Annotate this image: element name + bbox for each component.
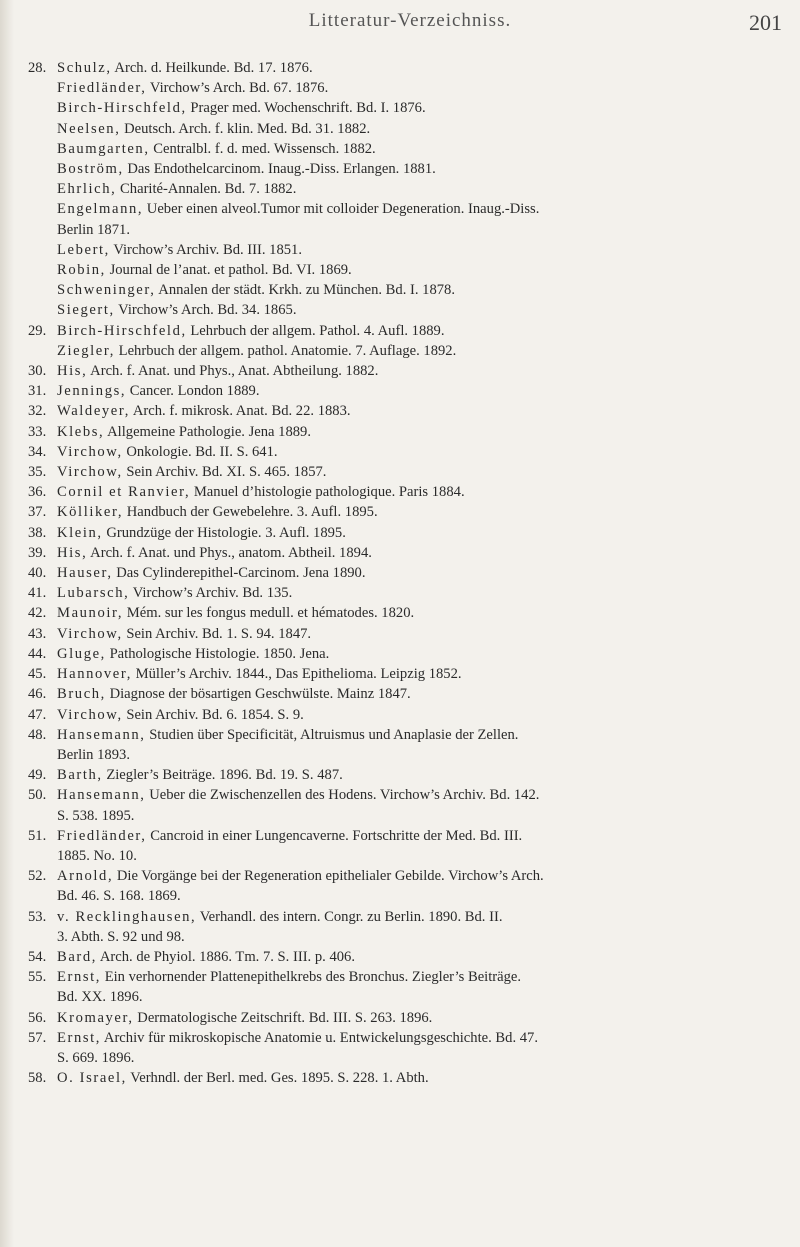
entry-author: Klein, — [57, 524, 103, 541]
bibliography-entry — [28, 199, 778, 239]
entry-line — [57, 361, 778, 381]
entry-line — [57, 300, 778, 320]
entry-line — [57, 684, 778, 704]
entry-author: Friedländer, — [57, 827, 147, 844]
bibliography-entry — [28, 300, 778, 320]
entry-number: 37. — [28, 504, 47, 521]
entry-author: Bard, — [57, 948, 98, 965]
entry-number: 56. — [28, 1009, 47, 1026]
entry-citation: Onkologie. Bd. II. S. 641. — [122, 443, 278, 460]
entry-author: Virchow, — [57, 706, 123, 723]
entry-number: 36. — [28, 484, 47, 501]
running-header — [0, 10, 800, 40]
entry-continuation: 1885. No. 10. — [57, 847, 137, 864]
entry-citation: Dermatologische Zeitschrift. Bd. III. S. 263. 1896. — [133, 1009, 433, 1026]
entry-line — [57, 603, 778, 623]
entry-citation: Deutsch. Arch. f. klin. Med. Bd. 31. 1882. — [120, 120, 371, 137]
bibliography-entry — [28, 381, 778, 401]
bibliography-entry — [28, 462, 778, 482]
entry-citation: Lehrbuch der allgem. pathol. Anatomie. 7. Auflage. 1892. — [115, 342, 457, 359]
entry-line — [57, 866, 778, 886]
entry-citation: Arch. f. mikrosk. Anat. Bd. 22. 1883. — [130, 403, 351, 420]
entry-line — [57, 462, 778, 482]
entry-line — [57, 785, 778, 805]
entry-number: 47. — [28, 706, 47, 723]
bibliography-entry — [28, 240, 778, 260]
entry-author: Robin, — [57, 262, 106, 279]
bibliography-entry — [28, 442, 778, 462]
entry-citation: Archiv für mikroskopische Anatomie u. Entwickelungsgeschichte. Bd. 47. — [101, 1029, 538, 1046]
bibliography-entry — [28, 603, 778, 623]
entry-line — [57, 482, 778, 502]
entry-author: Siegert, — [57, 302, 115, 319]
entry-number: 35. — [28, 464, 47, 481]
entry-author: Hauser, — [57, 565, 113, 582]
entry-number: 51. — [28, 827, 47, 844]
entry-citation: Arch. de Phyiol. 1886. Tm. 7. S. III. p. 406. — [97, 948, 355, 965]
entry-author: Jennings, — [57, 383, 127, 400]
entry-citation: Sein Archiv. Bd. XI. S. 465. 1857. — [122, 464, 327, 481]
entry-number: 55. — [28, 969, 47, 986]
entry-author: Boström, — [57, 161, 124, 178]
entry-citation: Manuel d’histologie pathologique. Paris 1884. — [190, 484, 465, 501]
entry-citation: Lehrbuch der allgem. Pathol. 4. Aufl. 1889. — [186, 322, 445, 339]
entry-author: Virchow, — [57, 443, 123, 460]
entry-line — [57, 58, 778, 78]
entry-citation: Handbuch der Gewebelehre. 3. Aufl. 1895. — [123, 504, 378, 521]
entry-continuation: Berlin 1871. — [57, 221, 130, 238]
bibliography-entry — [28, 260, 778, 280]
bibliography-entry — [28, 139, 778, 159]
entry-continuation: S. 669. 1896. — [57, 1049, 135, 1066]
entry-citation: Sein Archiv. Bd. 6. 1854. S. 9. — [122, 706, 304, 723]
entry-line — [57, 381, 778, 401]
bibliography-entry — [28, 1068, 778, 1088]
entry-citation: Virchow’s Arch. Bd. 67. 1876. — [146, 80, 329, 97]
entry-author: Hansemann, — [57, 726, 146, 743]
entry-citation: Das Cylinderepithel-Carcinom. Jena 1890. — [112, 565, 366, 582]
entry-number: 30. — [28, 363, 47, 380]
entry-author: Arnold, — [57, 868, 114, 885]
entry-citation: Ziegler’s Beiträge. 1896. Bd. 19. S. 487. — [102, 767, 343, 784]
entry-author: Ziegler, — [57, 342, 115, 359]
bibliography-entry — [28, 785, 778, 825]
bibliography-entry — [28, 1028, 778, 1068]
entry-number: 38. — [28, 524, 47, 541]
entry-line — [57, 543, 778, 563]
entry-citation: Virchow’s Archiv. Bd. III. 1851. — [109, 241, 302, 258]
entry-author: Maunoir, — [57, 605, 124, 622]
entry-citation: Cancroid in einer Lungencaverne. Fortschritte der Med. Bd. III. — [146, 827, 523, 844]
bibliography-entry — [28, 179, 778, 199]
bibliography-entry — [28, 159, 778, 179]
entry-line — [57, 523, 778, 543]
bibliography-entry — [28, 684, 778, 704]
entry-line — [57, 422, 778, 442]
entry-number: 57. — [28, 1029, 47, 1046]
entry-number: 53. — [28, 908, 47, 925]
entry-line — [57, 502, 778, 522]
entry-author: Engelmann, — [57, 201, 144, 218]
entry-number: 58. — [28, 1070, 47, 1087]
bibliography-entry — [28, 563, 778, 583]
entry-author: Bruch, — [57, 686, 106, 703]
entry-line — [57, 765, 778, 785]
entry-author: O. Israel, — [57, 1070, 127, 1087]
bibliography-entry — [28, 705, 778, 725]
bibliography-entry — [28, 482, 778, 502]
page-edge-shadow — [0, 0, 14, 1247]
entry-author: Gluge, — [57, 645, 106, 662]
entry-citation: Centralbl. f. d. med. Wissensch. 1882. — [149, 140, 376, 157]
entry-author: His, — [57, 544, 88, 561]
entry-number: 49. — [28, 767, 47, 784]
bibliography-entry — [28, 624, 778, 644]
entry-citation: Ueber einen alveol.Tumor mit colloider Degeneration. Inaug.-Diss. — [143, 201, 540, 218]
bibliography-entry — [28, 280, 778, 300]
entry-author: Virchow, — [57, 625, 123, 642]
entry-line — [57, 179, 778, 199]
entry-author: Lebert, — [57, 241, 110, 258]
entry-line — [57, 159, 778, 179]
entry-line — [57, 624, 778, 644]
entry-line — [57, 341, 778, 361]
entry-number: 45. — [28, 666, 47, 683]
entry-citation: Die Vorgänge bei der Regeneration epithelialer Gebilde. Virchow’s Arch. — [113, 868, 544, 885]
bibliography-entry — [28, 967, 778, 1007]
bibliography-entry — [28, 1008, 778, 1028]
entry-number: 43. — [28, 625, 47, 642]
bibliography-entry — [28, 58, 778, 78]
entry-line — [57, 260, 778, 280]
bibliography-entry — [28, 947, 778, 967]
entry-citation: Journal de l’anat. et pathol. Bd. VI. 1869. — [105, 262, 352, 279]
entry-author: Birch-Hirschfeld, — [57, 100, 187, 117]
entry-line — [57, 725, 778, 745]
entry-number: 50. — [28, 787, 47, 804]
bibliography-entry — [28, 321, 778, 341]
entry-line — [57, 78, 778, 98]
entry-author: Kromayer, — [57, 1009, 134, 1026]
entry-number: 34. — [28, 443, 47, 460]
entry-number: 31. — [28, 383, 47, 400]
bibliography-entry — [28, 543, 778, 563]
entry-author: Virchow, — [57, 464, 123, 481]
entry-author: Waldeyer, — [57, 403, 131, 420]
bibliography-list — [28, 58, 778, 1088]
entry-line — [57, 1068, 778, 1088]
entry-line — [57, 280, 778, 300]
entry-number: 40. — [28, 565, 47, 582]
bibliography-entry — [28, 341, 778, 361]
entry-author: Kölliker, — [57, 504, 124, 521]
entry-citation: Allgemeine Pathologie. Jena 1889. — [104, 423, 312, 440]
entry-citation: Arch. d. Heilkunde. Bd. 17. 1876. — [111, 60, 313, 76]
entry-number: 44. — [28, 645, 47, 662]
entry-number: 32. — [28, 403, 47, 420]
entry-citation: Grundzüge der Histologie. 3. Aufl. 1895. — [102, 524, 346, 541]
entry-continuation: S. 538. 1895. — [57, 807, 135, 824]
entry-author: Hansemann, — [57, 787, 146, 804]
entry-line — [57, 321, 778, 341]
entry-citation: Mém. sur les fongus medull. et hématodes. 1820. — [123, 605, 415, 622]
entry-citation: Studien über Specificität, Altruismus und Anaplasie der Zellen. — [145, 726, 519, 743]
entry-line — [57, 583, 778, 603]
bibliography-entry — [28, 422, 778, 442]
entry-citation: Sein Archiv. Bd. 1. S. 94. 1847. — [122, 625, 312, 642]
entry-line — [57, 705, 778, 725]
entry-citation: Charité-Annalen. Bd. 7. 1882. — [116, 181, 297, 198]
entry-continuation: Bd. XX. 1896. — [57, 989, 143, 1006]
entry-author: Baumgarten, — [57, 140, 150, 157]
entry-citation: Annalen der städt. Krkh. zu München. Bd. I. 1878. — [155, 282, 455, 299]
entry-author: Schweninger, — [57, 282, 156, 299]
entry-citation: Arch. f. Anat. und Phys., Anat. Abtheilung. 1882. — [87, 363, 379, 380]
entry-citation: Pathologische Histologie. 1850. Jena. — [105, 645, 330, 662]
bibliography-entry — [28, 98, 778, 118]
entry-number: 54. — [28, 948, 47, 965]
entry-number: 33. — [28, 423, 47, 440]
entry-line — [57, 826, 778, 846]
entry-citation: Arch. f. Anat. und Phys., anatom. Abtheil. 1894. — [87, 544, 372, 561]
entry-line — [57, 139, 778, 159]
entry-author: Neelsen, — [57, 120, 121, 137]
entry-citation: Müller’s Archiv. 1844., Das Epithelioma. Leipzig 1852. — [132, 666, 462, 683]
entry-continuation: 3. Abth. S. 92 und 98. — [57, 928, 185, 945]
entry-line — [57, 563, 778, 583]
entry-citation: Verhandl. des intern. Congr. zu Berlin. 1890. Bd. II. — [196, 908, 503, 925]
entry-number: 42. — [28, 605, 47, 622]
entry-line — [57, 401, 778, 421]
bibliography-entry — [28, 725, 778, 765]
entry-line — [57, 967, 778, 987]
entry-citation: Ueber die Zwischenzellen des Hodens. Virchow’s Archiv. Bd. 142. — [145, 787, 540, 804]
bibliography-entry — [28, 644, 778, 664]
entry-citation: Prager med. Wochenschrift. Bd. I. 1876. — [186, 100, 426, 117]
bibliography-entry — [28, 401, 778, 421]
entry-citation: Virchow’s Archiv. Bd. 135. — [129, 585, 293, 602]
entry-number: 39. — [28, 544, 47, 561]
entry-line — [57, 119, 778, 139]
bibliography-entry — [28, 583, 778, 603]
entry-line — [57, 199, 778, 219]
entry-citation: Virchow’s Arch. Bd. 34. 1865. — [114, 302, 297, 319]
bibliography-entry — [28, 826, 778, 866]
entry-line — [57, 98, 778, 118]
bibliography-entry — [28, 866, 778, 906]
entry-line — [57, 664, 778, 684]
entry-number: 52. — [28, 868, 47, 885]
entry-citation: Ein verhornender Plattenepithelkrebs des Bronchus. Ziegler’s Beiträge. — [101, 969, 522, 986]
entry-author: Lubarsch, — [57, 585, 130, 602]
entry-continuation: Bd. 46. S. 168. 1869. — [57, 888, 181, 905]
entry-line — [57, 1008, 778, 1028]
entry-citation: Das Endothelcarcinom. Inaug.-Diss. Erlangen. 1881. — [123, 161, 436, 178]
entry-line — [57, 644, 778, 664]
bibliography-entry — [28, 664, 778, 684]
bibliography-entry — [28, 78, 778, 98]
bibliography-entry — [28, 523, 778, 543]
entry-citation: Cancer. London 1889. — [126, 383, 260, 400]
entry-citation: Diagnose der bösartigen Geschwülste. Mainz 1847. — [105, 686, 411, 703]
running-title: Litteratur-Verzeichniss. — [308, 10, 512, 31]
entry-author: Barth, — [57, 767, 103, 784]
entry-number: 41. — [28, 585, 47, 602]
entry-number: 29. — [28, 322, 47, 339]
bibliography-entry — [28, 361, 778, 381]
entry-author: v. Recklinghausen, — [57, 908, 197, 925]
entry-author: Ehrlich, — [57, 181, 117, 198]
entry-number: 46. — [28, 686, 47, 703]
entry-author: Ernst, — [57, 969, 102, 986]
bibliography-entry — [28, 119, 778, 139]
bibliography-entry — [28, 907, 778, 947]
entry-author: Cornil et Ranvier, — [57, 484, 191, 501]
bibliography-entry — [28, 765, 778, 785]
entry-line — [57, 947, 778, 967]
entry-author: Birch-Hirschfeld, — [57, 322, 187, 339]
bibliography-entry — [28, 502, 778, 522]
entry-continuation: Berlin 1893. — [57, 746, 130, 763]
entry-number: 48. — [28, 726, 47, 743]
entry-line — [57, 907, 778, 927]
entry-author: Klebs, — [57, 423, 105, 440]
entry-line — [57, 442, 778, 462]
entry-number: 28. — [28, 60, 47, 76]
entry-author: His, — [57, 363, 88, 380]
entry-author: Schulz, — [57, 60, 112, 76]
entry-line — [57, 1028, 778, 1048]
entry-author: Ernst, — [57, 1029, 102, 1046]
entry-line — [57, 240, 778, 260]
entry-author: Hannover, — [57, 666, 133, 683]
page-number: 201 — [749, 10, 782, 35]
entry-author: Friedländer, — [57, 80, 147, 97]
entry-citation: Verhndl. der Berl. med. Ges. 1895. S. 228. 1. Abth. — [126, 1070, 429, 1087]
